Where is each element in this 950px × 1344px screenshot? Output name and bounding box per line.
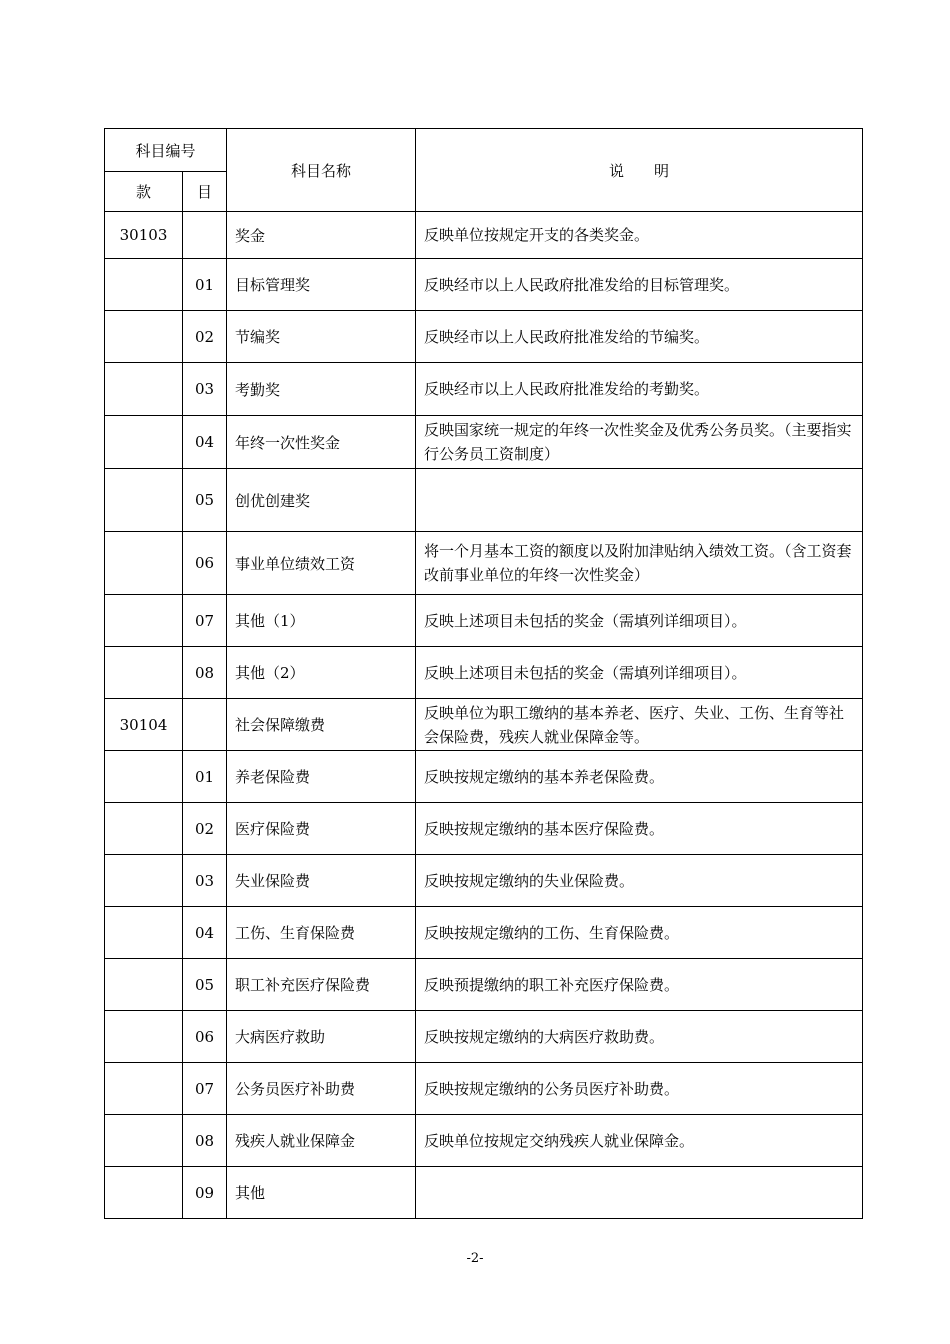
cell-mu: 05 [183,469,227,532]
header-subject-name: 科目名称 [227,129,416,212]
cell-subject-name: 创优创建奖 [227,469,416,532]
cell-subject-name: 奖金 [227,212,416,259]
cell-mu [183,212,227,259]
cell-description [416,1167,863,1219]
cell-mu [183,699,227,751]
table-row [105,907,863,959]
table-row [105,1167,863,1219]
cell-kuan [105,1115,183,1167]
cell-description: 反映国家统一规定的年终一次性奖金及优秀公务员奖。（主要指实行公务员工资制度） [416,416,863,469]
table-row [105,595,863,647]
cell-kuan [105,469,183,532]
cell-kuan [105,855,183,907]
header-description: 说 明 [416,129,863,212]
cell-description: 反映经市以上人民政府批准发给的目标管理奖。 [416,259,863,311]
table-row [105,532,863,595]
cell-mu: 08 [183,1115,227,1167]
table-header [105,129,863,212]
cell-description [416,469,863,532]
subject-table [104,128,863,1219]
cell-kuan [105,311,183,363]
cell-description: 反映单位按规定开支的各类奖金。 [416,212,863,259]
cell-kuan [105,907,183,959]
cell-kuan [105,259,183,311]
cell-kuan: 30104 [105,699,183,751]
table-row [105,469,863,532]
cell-kuan [105,1063,183,1115]
cell-mu: 09 [183,1167,227,1219]
cell-subject-name: 节编奖 [227,311,416,363]
cell-kuan [105,647,183,699]
cell-kuan [105,1167,183,1219]
cell-kuan [105,532,183,595]
cell-description: 将一个月基本工资的额度以及附加津贴纳入绩效工资。（含工资套改前事业单位的年终一次性奖金） [416,532,863,595]
table-row [105,1063,863,1115]
table-row [105,259,863,311]
cell-subject-name: 工伤、生育保险费 [227,907,416,959]
cell-mu: 03 [183,363,227,416]
cell-description: 反映按规定缴纳的基本医疗保险费。 [416,803,863,855]
cell-kuan [105,1011,183,1063]
cell-subject-name: 考勤奖 [227,363,416,416]
table-row [105,311,863,363]
cell-description: 反映按规定缴纳的大病医疗救助费。 [416,1011,863,1063]
cell-mu: 01 [183,751,227,803]
cell-subject-name: 年终一次性奖金 [227,416,416,469]
cell-subject-name: 养老保险费 [227,751,416,803]
cell-description: 反映经市以上人民政府批准发给的节编奖。 [416,311,863,363]
cell-kuan [105,595,183,647]
cell-subject-name: 其他（2） [227,647,416,699]
cell-subject-name: 其他（1） [227,595,416,647]
cell-subject-name: 其他 [227,1167,416,1219]
cell-description: 反映按规定缴纳的基本养老保险费。 [416,751,863,803]
cell-subject-name: 医疗保险费 [227,803,416,855]
cell-mu: 02 [183,803,227,855]
table-row [105,1115,863,1167]
header-code-group: 科目编号 [105,129,227,172]
cell-subject-name: 失业保险费 [227,855,416,907]
table-row [105,699,863,751]
table-row [105,647,863,699]
cell-subject-name: 社会保障缴费 [227,699,416,751]
cell-subject-name: 残疾人就业保障金 [227,1115,416,1167]
cell-subject-name: 职工补充医疗保险费 [227,959,416,1011]
page-number: -2- [466,1251,484,1266]
cell-subject-name: 大病医疗救助 [227,1011,416,1063]
cell-description: 反映经市以上人民政府批准发给的考勤奖。 [416,363,863,416]
cell-kuan [105,959,183,1011]
cell-description: 反映按规定缴纳的失业保险费。 [416,855,863,907]
cell-mu: 07 [183,1063,227,1115]
cell-mu: 08 [183,647,227,699]
table-row [105,803,863,855]
header-kuan: 款 [105,172,183,212]
header-mu: 目 [183,172,227,212]
table-row [105,416,863,469]
cell-kuan [105,363,183,416]
cell-mu: 04 [183,416,227,469]
table-body [105,212,863,1219]
cell-mu: 04 [183,907,227,959]
cell-mu: 05 [183,959,227,1011]
cell-kuan [105,751,183,803]
cell-kuan: 30103 [105,212,183,259]
cell-subject-name: 目标管理奖 [227,259,416,311]
table-row [105,363,863,416]
cell-subject-name: 公务员医疗补助费 [227,1063,416,1115]
cell-mu: 02 [183,311,227,363]
cell-description: 反映按规定缴纳的工伤、生育保险费。 [416,907,863,959]
table-row [105,959,863,1011]
table-row [105,1011,863,1063]
cell-mu: 07 [183,595,227,647]
cell-mu: 06 [183,532,227,595]
cell-description: 反映预提缴纳的职工补充医疗保险费。 [416,959,863,1011]
table-row [105,751,863,803]
cell-mu: 03 [183,855,227,907]
cell-subject-name: 事业单位绩效工资 [227,532,416,595]
cell-description: 反映单位为职工缴纳的基本养老、医疗、失业、工伤、生育等社会保险费，残疾人就业保障金等。 [416,699,863,751]
table-row [105,212,863,259]
cell-description: 反映上述项目未包括的奖金（需填列详细项目）。 [416,647,863,699]
cell-description: 反映按规定缴纳的公务员医疗补助费。 [416,1063,863,1115]
cell-mu: 01 [183,259,227,311]
cell-description: 反映单位按规定交纳残疾人就业保障金。 [416,1115,863,1167]
cell-kuan [105,803,183,855]
cell-description: 反映上述项目未包括的奖金（需填列详细项目）。 [416,595,863,647]
table-row [105,855,863,907]
cell-mu: 06 [183,1011,227,1063]
cell-kuan [105,416,183,469]
